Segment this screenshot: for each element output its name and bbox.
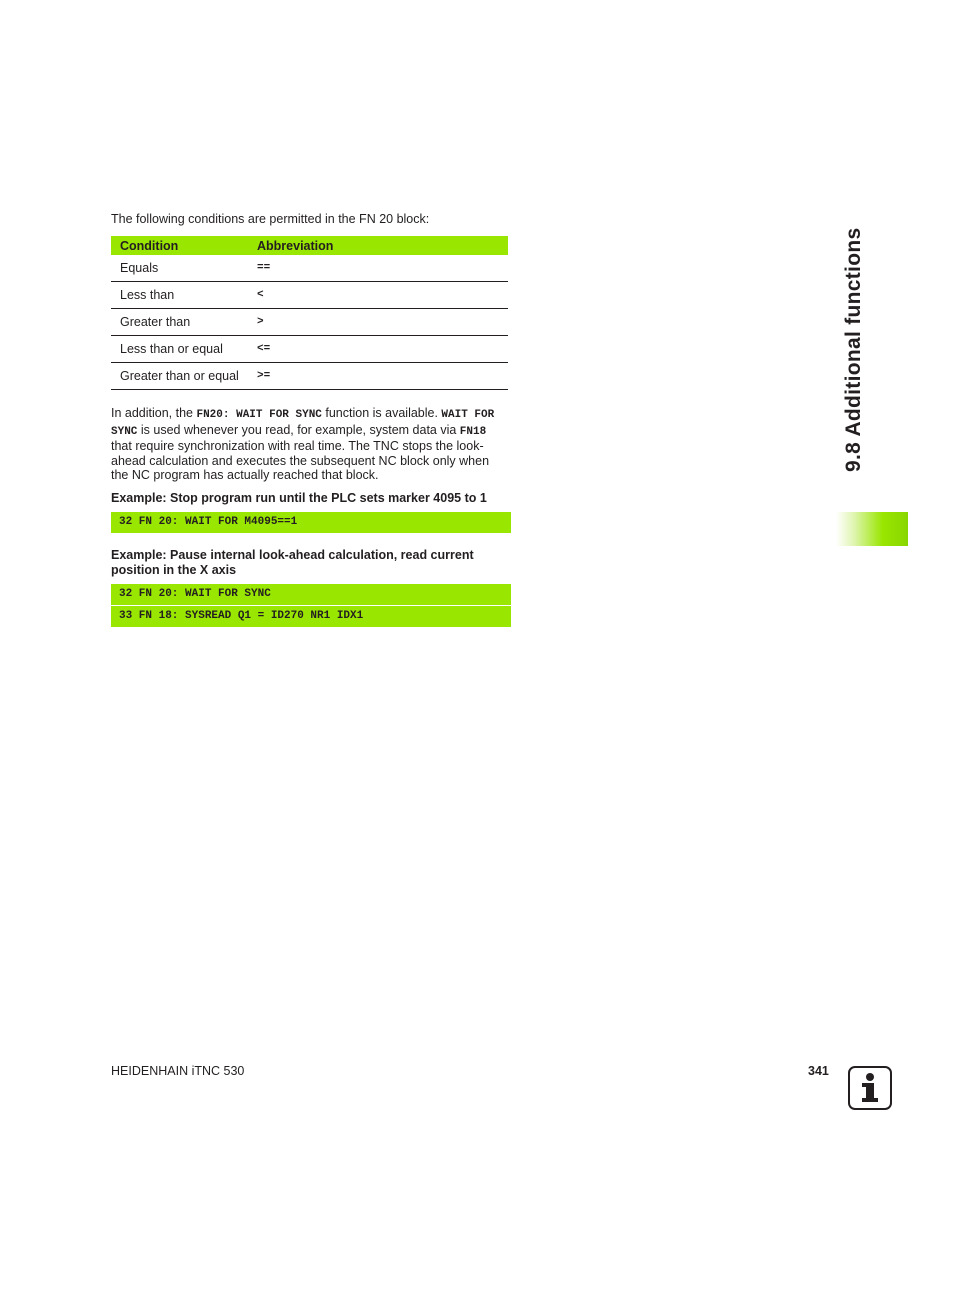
footer-product: HEIDENHAIN iTNC 530 <box>111 1064 245 1078</box>
example1-code-line: 32 FN 20: WAIT FOR M4095==1 <box>111 512 511 533</box>
column-header-condition: Condition <box>111 236 248 255</box>
conditions-table <box>111 236 508 390</box>
condition-cell: Greater than or equal <box>111 363 248 390</box>
table-header-row <box>111 236 508 255</box>
intro-text: The following conditions are permitted in the FN 20 block: <box>111 212 430 226</box>
example1-title: Example: Stop program run until the PLC sets marker 4095 to 1 <box>111 491 487 505</box>
condition-cell: Less than <box>111 282 248 309</box>
example2-code-line: 33 FN 18: SYSREAD Q1 = ID270 NR1 IDX1 <box>111 606 511 627</box>
code-inline-wait-for-sync: WAIT FOR SYNC <box>111 409 495 438</box>
section-title-vertical: 9.8 Additional functions <box>842 227 865 472</box>
abbreviation-cell: > <box>248 309 508 336</box>
code-inline-fn18: FN18 <box>459 425 487 438</box>
condition-cell: Greater than <box>111 309 248 336</box>
abbreviation-cell: < <box>248 282 508 309</box>
paragraph-text: In addition, the <box>111 406 197 420</box>
table-row <box>111 336 508 363</box>
info-glyph-icon <box>850 1068 890 1108</box>
sync-description-paragraph <box>111 406 506 483</box>
table-row <box>111 363 508 390</box>
paragraph-text: function is available. <box>321 406 442 420</box>
condition-cell: Less than or equal <box>111 336 248 363</box>
column-header-abbreviation: Abbreviation <box>248 236 508 255</box>
example2-title: Example: Pause internal look-ahead calculation, read current position in the X axis <box>111 548 474 577</box>
abbreviation-cell: <= <box>248 336 508 363</box>
paragraph-text: is used whenever you read, for example, system data via <box>137 422 460 437</box>
abbreviation-cell: >= <box>248 363 508 390</box>
chapter-tab <box>836 512 908 546</box>
table-row <box>111 309 508 336</box>
table-row <box>111 282 508 309</box>
page-number: 341 <box>808 1064 829 1078</box>
abbreviation-cell: == <box>248 255 508 282</box>
paragraph-text: that require synchronization with real time. The TNC stops the look-ahead calculation and executes the subsequent NC block only when the NC program has actually reached that block. <box>111 439 490 483</box>
code-inline-fn20: FN20: WAIT FOR SYNC <box>196 409 322 421</box>
example2-code-line: 32 FN 20: WAIT FOR SYNC <box>111 584 511 605</box>
condition-cell: Equals <box>111 255 248 282</box>
table-row <box>111 255 508 282</box>
info-icon <box>848 1066 892 1110</box>
